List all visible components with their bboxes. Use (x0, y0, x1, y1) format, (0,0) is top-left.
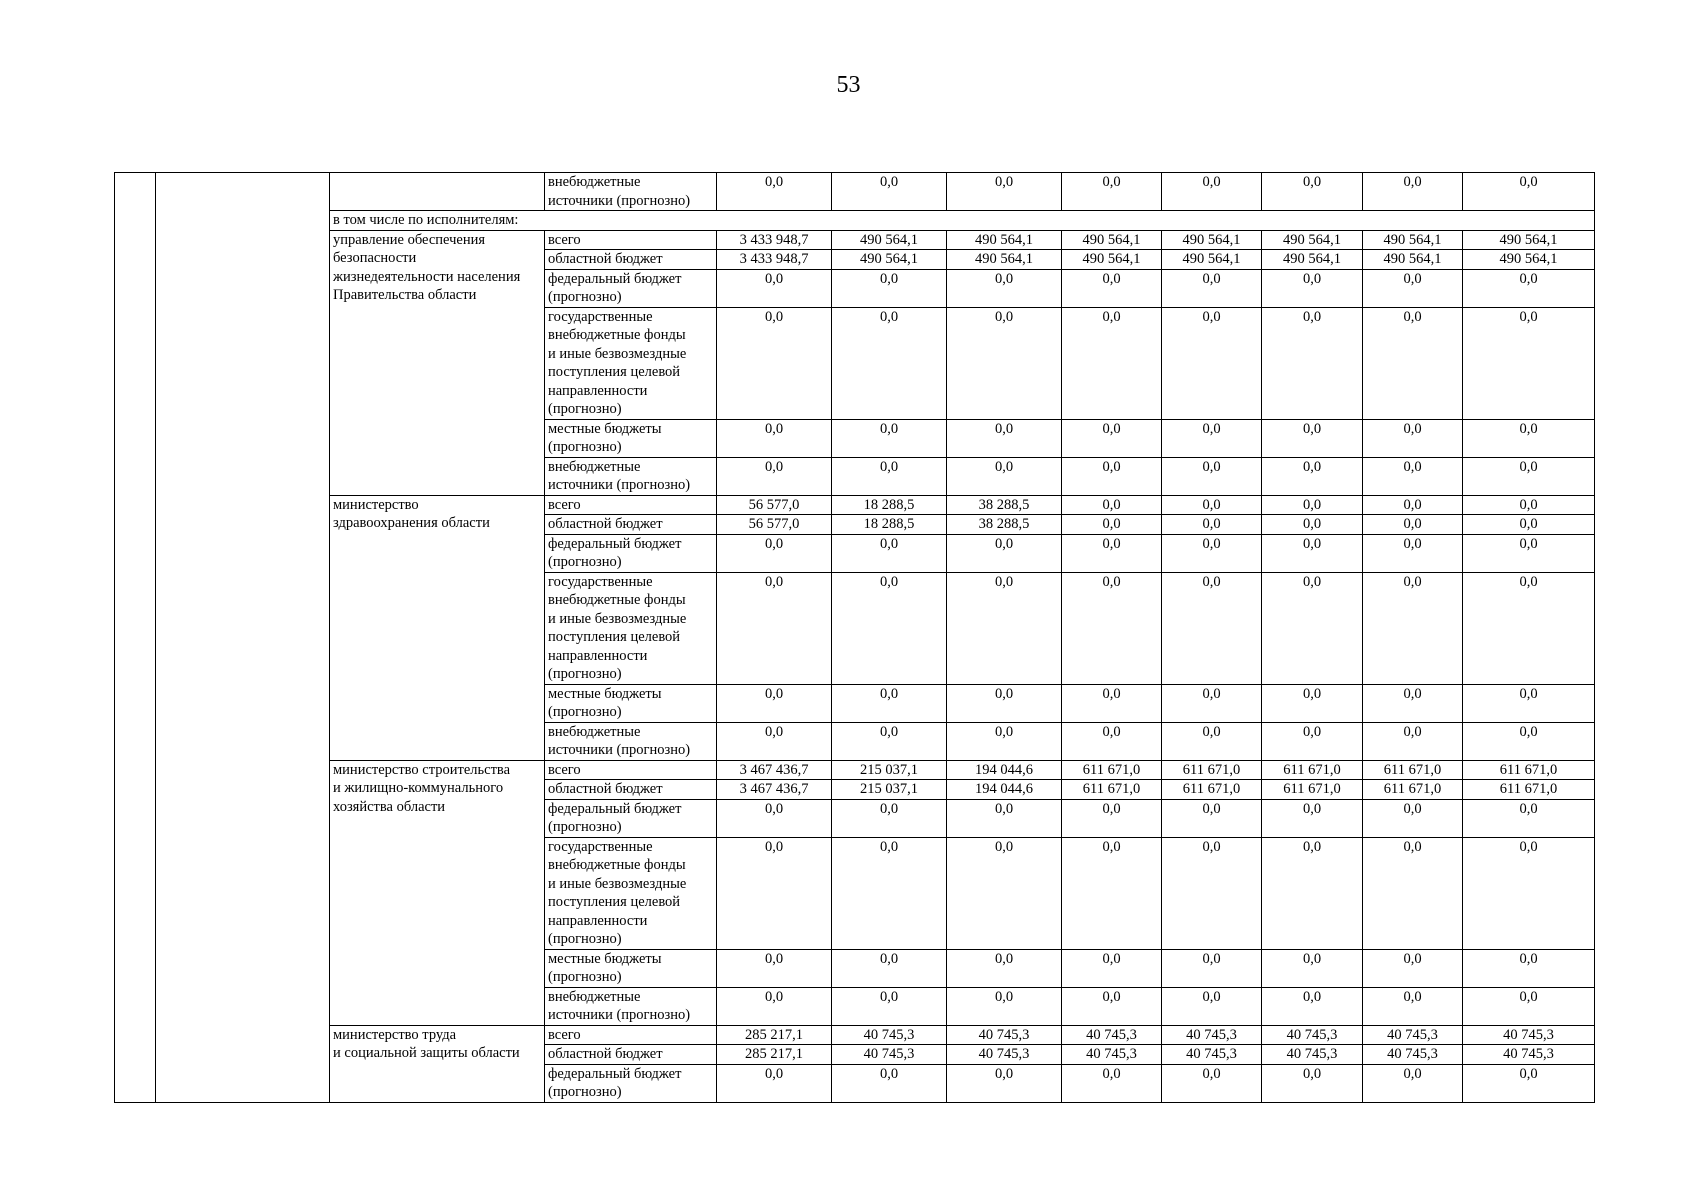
value-cell: 0,0 (1262, 534, 1363, 572)
table-row (115, 211, 1595, 231)
value-cell: 611 671,0 (1162, 760, 1262, 780)
funding-source-cell: федеральный бюджет (прогнозно) (545, 269, 717, 307)
value-cell: 0,0 (832, 269, 947, 307)
value-cell: 0,0 (717, 457, 832, 495)
value-cell: 194 044,6 (947, 760, 1062, 780)
value-cell: 40 745,3 (1262, 1025, 1363, 1045)
value-cell: 611 671,0 (1162, 780, 1262, 800)
value-cell: 3 433 948,7 (717, 230, 832, 250)
value-cell: 0,0 (1363, 457, 1463, 495)
value-cell: 0,0 (1463, 307, 1595, 419)
value-cell: 490 564,1 (1363, 230, 1463, 250)
value-cell: 0,0 (1062, 722, 1162, 760)
executor-name-cell: управление обеспечения безопасности жизнедеятельности населения Правительства области (330, 230, 545, 495)
value-cell: 0,0 (717, 419, 832, 457)
value-cell: 0,0 (1162, 534, 1262, 572)
value-cell: 40 745,3 (832, 1045, 947, 1065)
value-cell: 0,0 (947, 837, 1062, 949)
value-cell: 18 288,5 (832, 495, 947, 515)
funding-source-cell: областной бюджет (545, 515, 717, 535)
value-cell: 40 745,3 (1062, 1045, 1162, 1065)
value-cell: 40 745,3 (1363, 1045, 1463, 1065)
value-cell: 0,0 (1062, 572, 1162, 684)
funding-source-cell: федеральный бюджет (прогнозно) (545, 799, 717, 837)
value-cell: 0,0 (947, 173, 1062, 211)
value-cell: 490 564,1 (832, 250, 947, 270)
value-cell: 0,0 (832, 457, 947, 495)
funding-source-cell: внебюджетные источники (прогнозно) (545, 722, 717, 760)
table-row (115, 1025, 1595, 1045)
value-cell: 0,0 (832, 837, 947, 949)
value-cell: 0,0 (947, 1064, 1062, 1102)
value-cell: 0,0 (1262, 722, 1363, 760)
value-cell: 0,0 (1363, 534, 1463, 572)
value-cell: 0,0 (1262, 307, 1363, 419)
value-cell: 285 217,1 (717, 1045, 832, 1065)
value-cell: 0,0 (1062, 837, 1162, 949)
value-cell: 0,0 (947, 722, 1062, 760)
value-cell: 215 037,1 (832, 760, 947, 780)
value-cell: 0,0 (1262, 457, 1363, 495)
value-cell: 0,0 (832, 534, 947, 572)
value-cell: 0,0 (1162, 1064, 1262, 1102)
value-cell: 0,0 (832, 722, 947, 760)
value-cell: 490 564,1 (1162, 250, 1262, 270)
executors-note: в том числе по исполнителям: (330, 211, 1595, 231)
value-cell: 0,0 (1463, 837, 1595, 949)
table-body (115, 173, 1595, 1103)
value-cell: 0,0 (947, 949, 1062, 987)
funding-source-cell: всего (545, 760, 717, 780)
value-cell: 3 467 436,7 (717, 760, 832, 780)
program-name-cell (156, 173, 330, 1103)
value-cell: 0,0 (1363, 722, 1463, 760)
value-cell: 0,0 (832, 572, 947, 684)
value-cell: 0,0 (1162, 949, 1262, 987)
value-cell: 0,0 (1363, 949, 1463, 987)
value-cell: 490 564,1 (1062, 250, 1162, 270)
funding-source-cell: областной бюджет (545, 780, 717, 800)
page-number: 53 (836, 72, 861, 98)
value-cell: 56 577,0 (717, 495, 832, 515)
table-row (115, 495, 1595, 515)
value-cell: 611 671,0 (1463, 760, 1595, 780)
value-cell: 0,0 (947, 534, 1062, 572)
value-cell: 0,0 (1062, 307, 1162, 419)
value-cell: 0,0 (1363, 1064, 1463, 1102)
value-cell: 0,0 (717, 987, 832, 1025)
value-cell: 0,0 (1262, 495, 1363, 515)
value-cell: 0,0 (1162, 515, 1262, 535)
funding-source-cell: федеральный бюджет (прогнозно) (545, 534, 717, 572)
value-cell: 0,0 (717, 799, 832, 837)
value-cell: 3 433 948,7 (717, 250, 832, 270)
value-cell: 0,0 (947, 987, 1062, 1025)
value-cell: 0,0 (1463, 515, 1595, 535)
value-cell: 611 671,0 (1262, 780, 1363, 800)
value-cell: 38 288,5 (947, 495, 1062, 515)
value-cell: 0,0 (1062, 173, 1162, 211)
value-cell: 0,0 (947, 457, 1062, 495)
value-cell: 0,0 (1463, 1064, 1595, 1102)
funding-source-cell: областной бюджет (545, 250, 717, 270)
value-cell: 40 745,3 (1463, 1045, 1595, 1065)
value-cell: 0,0 (1463, 419, 1595, 457)
value-cell: 285 217,1 (717, 1025, 832, 1045)
value-cell: 0,0 (1262, 949, 1363, 987)
value-cell: 490 564,1 (1463, 250, 1595, 270)
value-cell: 0,0 (1463, 572, 1595, 684)
funding-source-cell: всего (545, 1025, 717, 1045)
value-cell: 490 564,1 (1062, 230, 1162, 250)
value-cell: 40 745,3 (1363, 1025, 1463, 1045)
value-cell: 0,0 (1363, 269, 1463, 307)
value-cell: 490 564,1 (1262, 250, 1363, 270)
value-cell: 0,0 (832, 419, 947, 457)
value-cell: 40 745,3 (1463, 1025, 1595, 1045)
value-cell: 611 671,0 (1062, 760, 1162, 780)
value-cell: 0,0 (832, 987, 947, 1025)
value-cell: 18 288,5 (832, 515, 947, 535)
value-cell: 0,0 (717, 837, 832, 949)
value-cell: 0,0 (1062, 515, 1162, 535)
value-cell: 40 745,3 (1162, 1045, 1262, 1065)
value-cell: 0,0 (1062, 269, 1162, 307)
value-cell: 0,0 (947, 684, 1062, 722)
value-cell: 611 671,0 (1363, 760, 1463, 780)
funding-source-cell: государственные внебюджетные фонды и иные безвозмездные поступления целевой направленности (прогнозно) (545, 307, 717, 419)
value-cell: 0,0 (1363, 684, 1463, 722)
value-cell: 0,0 (1162, 837, 1262, 949)
value-cell: 0,0 (1262, 419, 1363, 457)
value-cell: 0,0 (1463, 722, 1595, 760)
value-cell: 0,0 (947, 419, 1062, 457)
value-cell: 0,0 (832, 173, 947, 211)
value-cell: 215 037,1 (832, 780, 947, 800)
value-cell: 0,0 (1062, 987, 1162, 1025)
value-cell: 611 671,0 (1363, 780, 1463, 800)
value-cell: 611 671,0 (1262, 760, 1363, 780)
value-cell: 0,0 (832, 799, 947, 837)
value-cell: 0,0 (1062, 495, 1162, 515)
funding-source-cell: местные бюджеты (прогнозно) (545, 949, 717, 987)
value-cell: 0,0 (1363, 173, 1463, 211)
value-cell: 40 745,3 (1162, 1025, 1262, 1045)
funding-source-cell: областной бюджет (545, 1045, 717, 1065)
value-cell: 0,0 (1162, 457, 1262, 495)
value-cell: 0,0 (1363, 515, 1463, 535)
value-cell: 490 564,1 (1262, 230, 1363, 250)
value-cell: 0,0 (717, 572, 832, 684)
value-cell: 0,0 (1262, 515, 1363, 535)
value-cell: 56 577,0 (717, 515, 832, 535)
executor-name-cell: министерство строительства и жилищно-коммунального хозяйства области (330, 760, 545, 1025)
value-cell: 0,0 (1162, 495, 1262, 515)
number-column-cell (115, 173, 156, 1103)
table-row (115, 230, 1595, 250)
value-cell: 0,0 (1262, 572, 1363, 684)
value-cell: 0,0 (1062, 1064, 1162, 1102)
funding-source-cell: внебюджетные источники (прогнозно) (545, 987, 717, 1025)
value-cell: 0,0 (1162, 307, 1262, 419)
value-cell: 0,0 (1262, 1064, 1363, 1102)
value-cell: 0,0 (1162, 684, 1262, 722)
value-cell: 0,0 (947, 572, 1062, 684)
funding-source-cell: местные бюджеты (прогнозно) (545, 684, 717, 722)
value-cell: 0,0 (717, 1064, 832, 1102)
value-cell: 40 745,3 (1062, 1025, 1162, 1045)
value-cell: 0,0 (832, 949, 947, 987)
value-cell: 0,0 (1463, 173, 1595, 211)
value-cell: 490 564,1 (1463, 230, 1595, 250)
funding-source-cell: внебюджетные источники (прогнозно) (545, 457, 717, 495)
value-cell: 0,0 (717, 307, 832, 419)
value-cell: 0,0 (1363, 837, 1463, 949)
value-cell: 490 564,1 (947, 250, 1062, 270)
value-cell: 0,0 (1262, 799, 1363, 837)
value-cell: 0,0 (717, 684, 832, 722)
value-cell: 0,0 (832, 307, 947, 419)
value-cell: 0,0 (1262, 837, 1363, 949)
funding-source-cell: государственные внебюджетные фонды и иные безвозмездные поступления целевой направленности (прогнозно) (545, 837, 717, 949)
value-cell: 0,0 (1062, 799, 1162, 837)
value-cell: 0,0 (1162, 419, 1262, 457)
value-cell: 490 564,1 (1363, 250, 1463, 270)
value-cell: 0,0 (1162, 572, 1262, 684)
value-cell: 40 745,3 (832, 1025, 947, 1045)
value-cell: 40 745,3 (947, 1025, 1062, 1045)
value-cell: 0,0 (1363, 419, 1463, 457)
value-cell: 40 745,3 (1262, 1045, 1363, 1065)
value-cell: 0,0 (1062, 419, 1162, 457)
value-cell: 0,0 (1463, 457, 1595, 495)
value-cell: 0,0 (947, 799, 1062, 837)
funding-source-cell: местные бюджеты (прогнозно) (545, 419, 717, 457)
executor-cell (330, 173, 545, 211)
funding-source-cell: внебюджетные источники (прогнозно) (545, 173, 717, 211)
budget-table (114, 172, 1595, 1103)
value-cell: 0,0 (1162, 799, 1262, 837)
value-cell: 0,0 (1162, 987, 1262, 1025)
value-cell: 490 564,1 (1162, 230, 1262, 250)
value-cell: 0,0 (1262, 269, 1363, 307)
value-cell: 490 564,1 (947, 230, 1062, 250)
value-cell: 611 671,0 (1062, 780, 1162, 800)
value-cell: 0,0 (717, 722, 832, 760)
value-cell: 0,0 (1363, 987, 1463, 1025)
value-cell: 0,0 (717, 173, 832, 211)
value-cell: 611 671,0 (1463, 780, 1595, 800)
funding-source-cell: федеральный бюджет (прогнозно) (545, 1064, 717, 1102)
value-cell: 0,0 (1463, 949, 1595, 987)
value-cell: 0,0 (1062, 684, 1162, 722)
value-cell: 0,0 (1363, 572, 1463, 684)
value-cell: 0,0 (1463, 799, 1595, 837)
value-cell: 0,0 (1062, 949, 1162, 987)
value-cell: 3 467 436,7 (717, 780, 832, 800)
value-cell: 0,0 (717, 534, 832, 572)
value-cell: 0,0 (1463, 269, 1595, 307)
value-cell: 0,0 (832, 684, 947, 722)
value-cell: 40 745,3 (947, 1045, 1062, 1065)
value-cell: 0,0 (1062, 457, 1162, 495)
value-cell: 38 288,5 (947, 515, 1062, 535)
value-cell: 0,0 (1463, 987, 1595, 1025)
funding-source-cell: государственные внебюджетные фонды и иные безвозмездные поступления целевой направленности (прогнозно) (545, 572, 717, 684)
value-cell: 0,0 (1262, 987, 1363, 1025)
value-cell: 490 564,1 (832, 230, 947, 250)
value-cell: 0,0 (1363, 495, 1463, 515)
table-row (115, 173, 1595, 211)
value-cell: 0,0 (947, 307, 1062, 419)
value-cell: 0,0 (1463, 684, 1595, 722)
executor-name-cell: министерство труда и социальной защиты области (330, 1025, 545, 1102)
funding-source-cell: всего (545, 495, 717, 515)
value-cell: 0,0 (1262, 173, 1363, 211)
value-cell: 0,0 (1363, 307, 1463, 419)
table-row (115, 760, 1595, 780)
value-cell: 0,0 (717, 949, 832, 987)
value-cell: 0,0 (1162, 173, 1262, 211)
value-cell: 0,0 (1162, 269, 1262, 307)
executor-name-cell: министерство здравоохранения области (330, 495, 545, 760)
value-cell: 0,0 (717, 269, 832, 307)
value-cell: 0,0 (1463, 534, 1595, 572)
value-cell: 194 044,6 (947, 780, 1062, 800)
value-cell: 0,0 (832, 1064, 947, 1102)
funding-source-cell: всего (545, 230, 717, 250)
value-cell: 0,0 (1162, 722, 1262, 760)
value-cell: 0,0 (1262, 684, 1363, 722)
value-cell: 0,0 (1062, 534, 1162, 572)
value-cell: 0,0 (1463, 495, 1595, 515)
value-cell: 0,0 (947, 269, 1062, 307)
value-cell: 0,0 (1363, 799, 1463, 837)
